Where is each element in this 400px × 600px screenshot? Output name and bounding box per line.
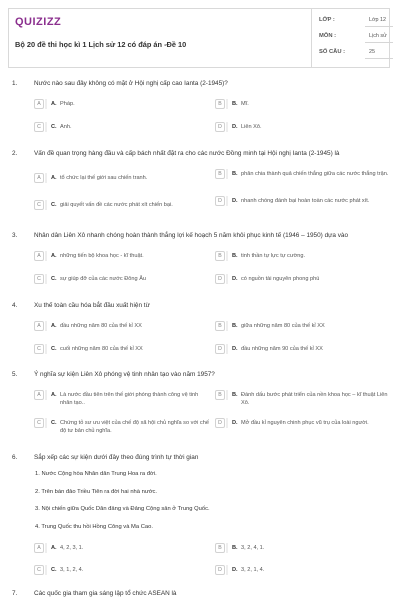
answer-option[interactable] — [215, 565, 385, 577]
option-letter-badge: D — [215, 196, 225, 206]
class-label: LỚP : — [319, 17, 335, 23]
option-label: D. — [232, 567, 238, 573]
answer-option[interactable] — [215, 543, 385, 555]
answer-option[interactable] — [215, 274, 385, 286]
option-text: Pháp. — [60, 101, 75, 107]
subject-underline — [365, 42, 393, 43]
answer-option[interactable] — [34, 565, 204, 577]
question-number: 5. — [12, 371, 18, 378]
subject-value: Lịch sử — [369, 33, 387, 39]
option-text: Là nước đầu tiên trên thế giới phóng thành công vệ tinh nhân tạo.. — [60, 392, 199, 406]
option-text: nhanh chóng đánh bại hoàn toàn các nước phát xít. — [241, 198, 370, 204]
answer-option[interactable] — [34, 321, 204, 333]
option-label: D. — [232, 276, 238, 282]
option-label: C. — [51, 202, 57, 208]
answer-option[interactable] — [215, 390, 388, 406]
option-text: 3, 1, 2, 4. — [60, 567, 84, 573]
option-letter-badge: A — [34, 173, 44, 183]
option-letter-badge: A — [34, 99, 44, 109]
option-letter-badge: D — [215, 122, 225, 132]
option-text: sự giúp đỡ của các nước Đông Âu — [60, 276, 147, 282]
option-letter-badge: A — [34, 321, 44, 331]
answer-option[interactable] — [215, 251, 385, 263]
question-count-label: SỐ CÂU : — [319, 49, 346, 55]
option-label: A. — [51, 545, 57, 551]
option-label: C. — [51, 276, 57, 282]
option-letter-badge: D — [215, 418, 225, 428]
option-label: A. — [51, 392, 57, 398]
option-letter-badge: C — [34, 200, 44, 210]
answer-option[interactable] — [34, 99, 204, 111]
option-text: đầu những năm 80 của thế kỉ XX — [60, 323, 142, 329]
option-text: những tiến bộ khoa học - kĩ thuật. — [60, 253, 144, 259]
option-label: C. — [51, 420, 57, 426]
option-letter-badge: C — [34, 344, 44, 354]
option-letter-badge: D — [215, 274, 225, 284]
question-number: 6. — [12, 454, 18, 461]
option-text: Liên Xô. — [241, 124, 262, 130]
option-text: có nguồn tài nguyên phong phú — [241, 276, 320, 282]
quizizz-logo: QUIZIZZ — [15, 16, 62, 28]
worksheet-title: Bộ 20 đề thi học kì 1 Lịch sử 12 có đáp án -Đề 10 — [15, 40, 187, 49]
option-letter-badge: B — [215, 99, 225, 109]
option-letter-badge: C — [34, 122, 44, 132]
answer-option[interactable] — [34, 122, 204, 134]
option-label: B. — [232, 323, 238, 329]
sequence-item: 3. Nội chiến giữa Quốc Dân đảng và Đảng Cộng sản ở Trung Quốc. — [35, 506, 210, 512]
question-text: Các quốc gia tham gia sáng lập tổ chức ASEAN là — [34, 590, 177, 597]
sequence-item: 4. Trung Quốc thu hồi Hồng Công và Ma Cao. — [35, 524, 153, 530]
option-letter-badge: D — [215, 565, 225, 575]
option-text: tinh thần tự lực tự cường. — [241, 253, 306, 259]
option-text: Đánh dấu bước phát triển của nền khoa học – kĩ thuật Liên Xô. — [241, 392, 388, 406]
option-label: B. — [232, 392, 238, 398]
option-text: Chứng tỏ sư ưu việt của chế độ xã hội chủ nghĩa so với chế độ tư bản chủ nghĩa. — [60, 420, 209, 434]
option-letter-badge: A — [34, 251, 44, 261]
question-number: 1. — [12, 80, 18, 87]
worksheet-header — [8, 8, 390, 68]
option-letter-badge: D — [215, 344, 225, 354]
answer-option[interactable] — [215, 169, 389, 181]
answer-option[interactable] — [34, 543, 204, 555]
option-letter-badge: B — [215, 390, 225, 400]
class-underline — [365, 26, 393, 27]
class-value: Lớp 12 — [369, 17, 387, 23]
option-letter-badge: C — [34, 418, 44, 428]
option-letter-badge: B — [215, 321, 225, 331]
option-label: B. — [232, 253, 238, 259]
option-label: B. — [232, 171, 238, 177]
option-letter-badge: B — [215, 251, 225, 261]
sequence-item: 2. Trên bán đảo Triều Tiên ra đời hai nhà nước. — [35, 489, 158, 495]
option-label: B. — [232, 101, 238, 107]
answer-option[interactable] — [215, 196, 385, 208]
option-letter-badge: A — [34, 543, 44, 553]
question-number: 4. — [12, 302, 18, 309]
option-letter-badge: B — [215, 169, 225, 179]
option-text: phân chia thành quả chiến thắng giữa các nước thắng trận. — [241, 171, 389, 177]
option-label: A. — [51, 175, 57, 181]
option-text: Mĩ. — [241, 101, 249, 107]
question-text: Nhân dân Liên Xô nhanh chóng hoàn thành thắng lợi kế hoạch 5 năm khôi phục kinh tế (1946 – 1950) dựa vào — [34, 232, 349, 239]
option-label: C. — [51, 346, 57, 352]
question-text: Vấn đề quan trọng hàng đầu và cấp bách nhất đặt ra cho các nước Đồng minh tại Hội nghị Ianta (2-1945) là — [34, 150, 340, 157]
question-text: Ý nghĩa sự kiện Liên Xô phóng vệ tinh nhân tạo vào năm 1957? — [34, 371, 215, 378]
option-label: D. — [232, 420, 238, 426]
option-label: A. — [51, 101, 57, 107]
question-number: 3. — [12, 232, 18, 239]
question-count-value: 25 — [369, 49, 375, 55]
option-text: giữa những năm 80 của thế kỉ XX — [241, 323, 325, 329]
option-text: 4, 2, 3, 1. — [60, 545, 84, 551]
option-text: 3, 2, 4, 1. — [241, 545, 265, 551]
option-label: A. — [51, 253, 57, 259]
question-text: Nước nào sau đây không có mặt ở Hội nghị cấp cao Ianta (2-1945)? — [34, 80, 228, 87]
sequence-item: 1. Nước Cộng hòa Nhân dân Trung Hoa ra đời. — [35, 471, 157, 477]
answer-option[interactable] — [34, 200, 204, 212]
answer-option[interactable] — [34, 274, 204, 286]
answer-option[interactable] — [34, 251, 204, 263]
option-letter-badge: B — [215, 543, 225, 553]
option-text: cuối những năm 80 của thế kỉ XX — [60, 346, 143, 352]
option-label: D. — [232, 124, 238, 130]
question-text: Xu thế toàn cầu hóa bắt đầu xuất hiện từ — [34, 302, 150, 309]
answer-option[interactable] — [215, 122, 385, 134]
option-text: giải quyết vấn đề các nước phát xít chiến bại. — [60, 202, 173, 208]
answer-option[interactable] — [215, 99, 385, 111]
answer-option[interactable] — [34, 344, 204, 356]
option-label: A. — [51, 323, 57, 329]
answer-option[interactable] — [215, 321, 385, 333]
header-divider — [311, 9, 312, 67]
option-label: C. — [51, 567, 57, 573]
option-label: B. — [232, 545, 238, 551]
answer-option[interactable] — [215, 344, 385, 356]
option-text: tổ chức lại thế giới sau chiến tranh. — [60, 175, 148, 181]
answer-option[interactable] — [34, 173, 204, 185]
option-text: Anh. — [60, 124, 72, 130]
option-label: D. — [232, 346, 238, 352]
option-label: D. — [232, 198, 238, 204]
question-number: 2. — [12, 150, 18, 157]
answer-option[interactable] — [34, 418, 209, 434]
option-label: C. — [51, 124, 57, 130]
question-text: Sắp xếp các sự kiện dưới đây theo đúng trình tự thời gian — [34, 454, 199, 461]
option-text: Mở đầu kỉ nguyên chinh phục vũ trụ của loài người. — [241, 420, 369, 426]
option-text: đầu những năm 90 của thế kỉ XX — [241, 346, 323, 352]
subject-label: MÔN : — [319, 33, 337, 39]
option-text: 3, 2, 1, 4. — [241, 567, 265, 573]
question-number: 7. — [12, 590, 18, 597]
count-underline — [365, 58, 393, 59]
option-letter-badge: C — [34, 274, 44, 284]
answer-option[interactable] — [34, 390, 204, 406]
option-letter-badge: C — [34, 565, 44, 575]
answer-option[interactable] — [215, 418, 385, 430]
option-letter-badge: A — [34, 390, 44, 400]
